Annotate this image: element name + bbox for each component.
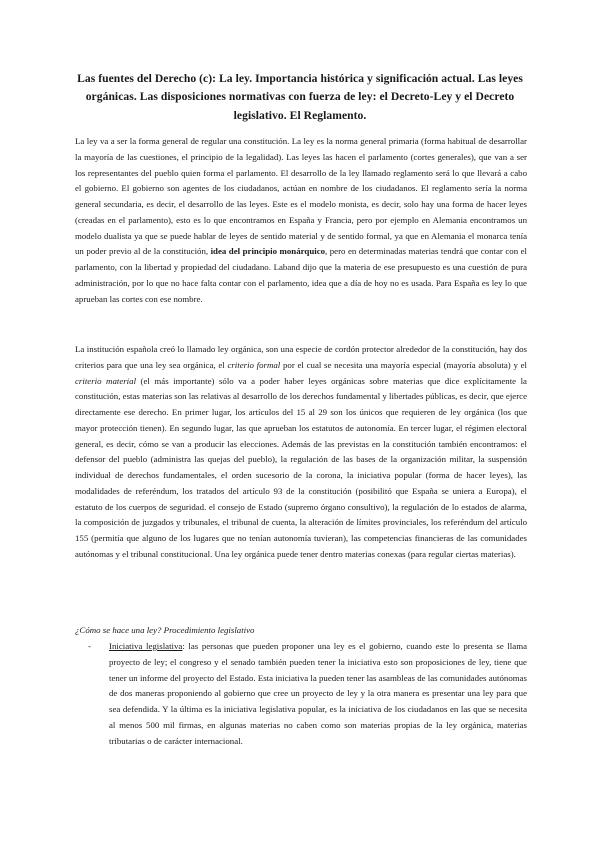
criterio-material-term: criterio material <box>75 375 137 386</box>
list-item-body: : las personas que pueden proponer una ley es el gobierno, cuando este lo presenta se llama proyecto de ley; el congreso y el senado también pueden tener la iniciativa esto son proposiciones de ley, tiene que tener un informe del proyecto del Estado. Esta iniciativa la pueden tener las asambleas de las comunidades autónomas de dos maneras proponiendo al gobierno que cree un proyecto de ley y la otra manera es presentar una ley para que sea defendida. Y la última es la iniciativa legislativa popular, es la iniciativa de los ciudadanos en las que se necesita al menos 500 mil firmas, en algunas materias no caben como son materias propias de la ley orgánica, materias tributarias o de carácter internacional. <box>109 641 527 746</box>
list-item-text <box>109 639 527 749</box>
paragraph-organica-text-1: La institución española creó lo llamado ley orgánica, son una especie de cordón protector alrededor de la constitución, hay dos criterios para que una ley sea orgánica, el <box>75 344 527 370</box>
page-title: Las fuentes del Derecho (c): La ley. Importancia histórica y significación actual. Las leyes orgánicas. Las disposiciones normativas con fuerza de ley: el Decreto-Ley y el Decreto legislativo. El Reglamento. <box>77 72 523 122</box>
section-heading-procedimiento: ¿Cómo se hace una ley? Procedimiento legislativo <box>75 625 255 635</box>
paragraph-organica-text-2: por el cual se necesita una mayoría especial (mayoría absoluta) y el <box>280 359 527 370</box>
paragraph-ley-text-2: , pero en determinadas materias tendrá que contar con el parlamento, con la libertad y propiedad del ciudadano. Laband dijo que la materia de ese presupuesto es una cuestión de pura administración, por lo que no hace falta contar con el parlamento, idea que a día de hoy no es usada. Para España es ley lo que aprueban las cortes con ese nombre. <box>75 246 527 304</box>
criterio-formal-term: criterio formal <box>227 359 281 370</box>
paragraph-organica-text-3: (el más importante) sólo va a poder haber leyes orgánicas sobre materias que dice explícitamente la constitución, estas materias son las relativas al desarrollo de los derechos fundamental y libertades públicas, es decir, que ejerce directamente ese derecho. En primer lugar, los artículos del 15 al 29 son los únicos que requieren de ley orgánica (los que mayor protección tienen). En segundo lugar, las que aprueban los estatutos de autonomía. En tercer lugar, el régimen electoral general, es decir, cómo se van a producir las elecciones. Además de las previstas en la constitución también encontramos: el defensor del pueblo (administra las quejas del pueblo), la regulación de las bases de la organización militar, la suspensión individual de derechos fundamentales, el orden sucesorio de la corona, la iniciativa popular (forma de hacer leyes), las modalidades de referéndum, los tratados del artículo 93 de la constitución (posibilitó que España se uniera a Europa), el estatuto de los cuerpos de seguridad. el consejo de Estado (supremo órgano consultivo), la regulación de lo estados de alarma, la composición de juzgados y tribunales, el tribunal de cuenta, la alteración de límites provinciales, los referéndum del artículo 155 (permitía que alguno de los lugares que no tenían autonomía tuvieran), las competencias financieras de las comunidades autónomas y el tribunal constitucional. Una ley orgánica puede tener dentro materias conexas (para regular ciertas materias). <box>75 375 527 559</box>
paragraph-ley <box>75 134 527 307</box>
list-bullet: - <box>88 641 91 651</box>
paragraph-ley-bold: idea del principio monárquico <box>210 246 326 257</box>
paragraph-ley-organica <box>75 342 527 563</box>
paragraph-ley-text-1: La ley va a ser la forma general de regular una constitución. La ley es la norma general primaria (forma habitual de desarrollar la mayoría de las cuestiones, el principio de la legalidad). Las leyes las hacen el parlamento (cortes generales), que van a ser los representantes del pueblo quien forma el parlamento. El desarrollo de la ley llamado reglamento será lo que llevará a cabo el gobierno. El gobierno son agentes de los ciudadanos, actúan en nombre de los ciudadanos. El reglamento sería la norma general secundaria, es decir, el desarrollo de las leyes. Este es el modelo monista, es decir, solo hay una forma de hacer leyes (creadas en el parlamento), esto es lo que encontramos en España y Francia, pero por ejemplo en Alemania encontramos un modelo dualista ya que se puede hablar de leyes de sentido material y de sentido formal, ya que en Alemania el monarca tenía un poder previo al de la constitución, <box>75 136 527 257</box>
list-item-label: Iniciativa legislativa <box>109 641 183 651</box>
